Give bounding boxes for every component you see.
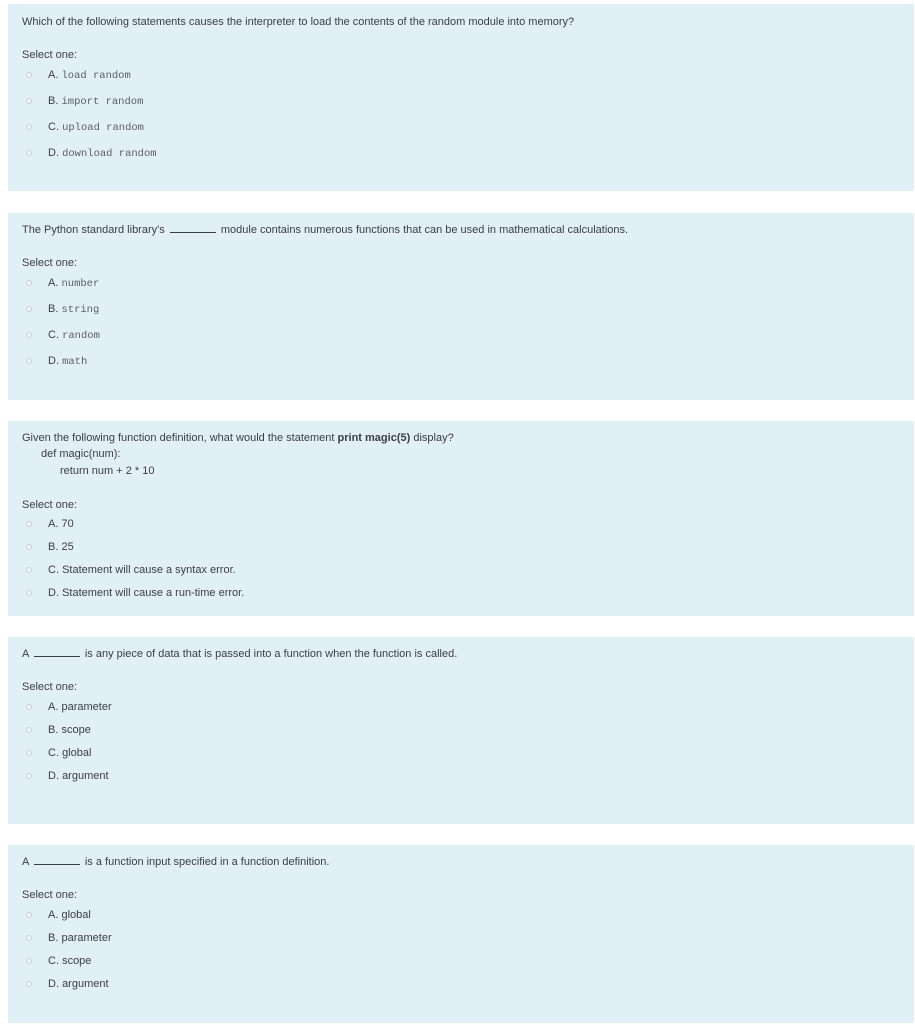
select-one-label: Select one: — [22, 499, 78, 511]
code-line-def: def magic(num): — [41, 448, 121, 460]
question-card-4 — [8, 637, 914, 824]
select-one-label: Select one: — [22, 257, 78, 269]
question-text: A is any piece of data that is passed into a function when the function is called. — [22, 648, 458, 660]
fill-in-blank — [34, 856, 80, 865]
radio-button[interactable] — [26, 912, 32, 918]
radio-button[interactable] — [26, 750, 32, 756]
question-text: Which of the following statements causes the interpreter to load the contents of the random module into memory? — [22, 16, 575, 28]
option-d[interactable]: D. argument — [22, 769, 109, 783]
question-text: Given the following function definition, what would the statement print magic(5) display? — [22, 432, 454, 444]
radio-button[interactable] — [26, 590, 32, 596]
option-c[interactable]: C. upload random — [22, 120, 144, 134]
option-a[interactable]: A. parameter — [22, 700, 112, 714]
radio-button[interactable] — [26, 521, 32, 527]
question-text: A is a function input specified in a function definition. — [22, 856, 330, 868]
radio-button[interactable] — [26, 124, 32, 130]
radio-button[interactable] — [26, 773, 32, 779]
select-one-label: Select one: — [22, 49, 78, 61]
radio-button[interactable] — [26, 358, 32, 364]
option-d[interactable]: D. math — [22, 354, 87, 368]
option-d[interactable]: D. argument — [22, 977, 109, 991]
option-b[interactable]: B. parameter — [22, 931, 112, 945]
option-a[interactable]: A. number — [22, 276, 99, 290]
select-one-label: Select one: — [22, 889, 78, 901]
option-c[interactable]: C. random — [22, 328, 100, 342]
radio-button[interactable] — [26, 280, 32, 286]
question-card-1 — [8, 4, 914, 191]
radio-button[interactable] — [26, 98, 32, 104]
option-d[interactable]: D. Statement will cause a run-time error. — [22, 586, 244, 600]
option-b[interactable]: B. scope — [22, 723, 91, 737]
radio-button[interactable] — [26, 544, 32, 550]
fill-in-blank — [34, 648, 80, 657]
option-a[interactable]: A. global — [22, 908, 91, 922]
radio-button[interactable] — [26, 72, 32, 78]
option-c[interactable]: C. global — [22, 746, 91, 760]
question-card-3 — [8, 421, 914, 616]
fill-in-blank — [170, 224, 216, 233]
radio-button[interactable] — [26, 981, 32, 987]
radio-button[interactable] — [26, 306, 32, 312]
option-c[interactable]: C. scope — [22, 954, 91, 968]
radio-button[interactable] — [26, 332, 32, 338]
radio-button[interactable] — [26, 727, 32, 733]
question-text: The Python standard library's module contains numerous functions that can be used in mathematical calculations. — [22, 224, 629, 236]
option-a[interactable]: A. load random — [22, 68, 131, 82]
select-one-label: Select one: — [22, 681, 78, 693]
code-line-return: return num + 2 * 10 — [60, 465, 155, 477]
option-d[interactable]: D. download random — [22, 146, 157, 160]
option-a[interactable]: A. 70 — [22, 517, 74, 531]
radio-button[interactable] — [26, 567, 32, 573]
radio-button[interactable] — [26, 935, 32, 941]
question-card-2 — [8, 213, 914, 400]
option-c[interactable]: C. Statement will cause a syntax error. — [22, 563, 236, 577]
option-b[interactable]: B. 25 — [22, 540, 74, 554]
option-b[interactable]: B. string — [22, 302, 99, 316]
option-b[interactable]: B. import random — [22, 94, 143, 108]
radio-button[interactable] — [26, 150, 32, 156]
question-card-5 — [8, 845, 914, 1023]
radio-button[interactable] — [26, 704, 32, 710]
code-statement: print magic(5) — [337, 432, 411, 444]
radio-button[interactable] — [26, 958, 32, 964]
